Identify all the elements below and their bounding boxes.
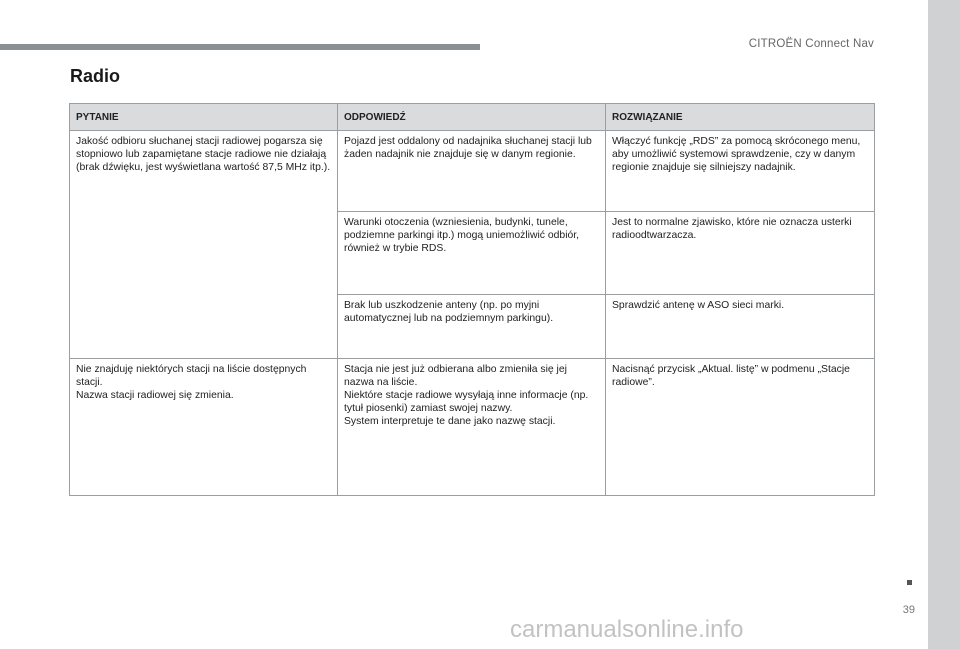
header-rule [0, 44, 480, 50]
solution-cell: Nacisnąć przycisk „Aktual. listę” w podmenu „Stacje radiowe”. [606, 359, 875, 496]
answer-cell: Warunki otoczenia (wzniesienia, budynki, tunele, podziemne parkingi itp.) mogą uniemożliwić odbiór, również w trybie RDS. [338, 212, 606, 295]
answer-cell: Stacja nie jest już odbierana albo zmieniła się jej nazwa na liście. Niektóre stacje radiowe wysyłają inne informacje (np. tytuł piosenki) zamiast swojej nazwy. System interpretuje te dane jako nazwę stacji. [338, 359, 606, 496]
page-marker [907, 580, 912, 585]
column-header-question: PYTANIE [70, 104, 338, 131]
table-header-row [70, 104, 875, 131]
page-number: 39 [902, 604, 915, 616]
table-row [70, 131, 875, 212]
question-cell: Jakość odbioru słuchanej stacji radiowej pogarsza się stopniowo lub zapamiętane stacje radiowe nie działają (brak dźwięku, jest wyświetlana wartość 87,5 MHz itp.). [70, 131, 338, 359]
column-header-solution: ROZWIĄZANIE [606, 104, 875, 131]
question-cell: Nie znajduję niektórych stacji na liście dostępnych stacji. Nazwa stacji radiowej się zmienia. [70, 359, 338, 496]
solution-cell: Jest to normalne zjawisko, które nie oznacza usterki radioodtwarzacza. [606, 212, 875, 295]
faq-table [69, 103, 875, 496]
brand-label: CITROËN Connect Nav [748, 38, 874, 50]
column-header-answer: ODPOWIEDŹ [338, 104, 606, 131]
solution-cell: Sprawdzić antenę w ASO sieci marki. [606, 295, 875, 359]
watermark: carmanualsonline.info [510, 616, 744, 643]
solution-cell: Włączyć funkcję „RDS” za pomocą skróconego menu, aby umożliwić systemowi sprawdzenie, czy w danym regionie znajduje się silniejszy nadajnik. [606, 131, 875, 212]
answer-cell: Pojazd jest oddalony od nadajnika słuchanej stacji lub żaden nadajnik nie znajduje się w danym regionie. [338, 131, 606, 212]
side-tab-bar [928, 0, 960, 649]
page-title: Radio [70, 66, 121, 86]
table-row [70, 359, 875, 496]
answer-cell: Brak lub uszkodzenie anteny (np. po myjni automatycznej lub na podziemnym parkingu). [338, 295, 606, 359]
